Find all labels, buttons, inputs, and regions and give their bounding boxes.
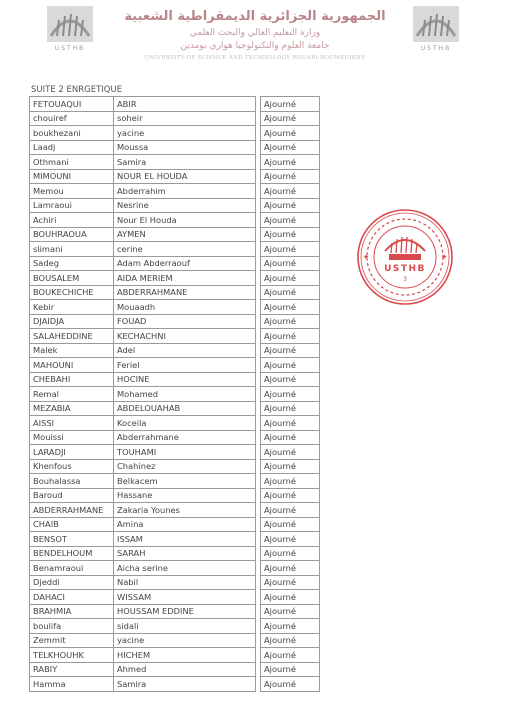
cell-first-name: Adel	[114, 343, 256, 358]
cell-last-name: AISSI	[30, 416, 114, 431]
cell-first-name: ABDELOUAHAB	[114, 401, 256, 416]
cell-last-name: BRAHMIA	[30, 604, 114, 619]
table-row	[30, 517, 320, 532]
cell-last-name: CHEBAHI	[30, 372, 114, 387]
table-row	[30, 155, 320, 170]
cell-status: Ajourné	[261, 387, 320, 402]
table-row	[30, 459, 320, 474]
table-row	[30, 271, 320, 286]
cell-status: Ajourné	[261, 401, 320, 416]
cell-last-name: Zemmit	[30, 633, 114, 648]
cell-last-name: chouiref	[30, 111, 114, 126]
cell-status: Ajourné	[261, 111, 320, 126]
cell-status: Ajourné	[261, 198, 320, 213]
header-republic: الجمهورية الجزائرية الديمقراطية الشعبية	[124, 9, 386, 24]
usthb-logo-right	[413, 6, 459, 52]
cell-status: Ajourné	[261, 575, 320, 590]
cell-first-name: Feriel	[114, 358, 256, 373]
cell-first-name: Zakaria Younes	[114, 503, 256, 518]
cell-first-name: Abderrahmane	[114, 430, 256, 445]
table-row	[30, 329, 320, 344]
cell-last-name: boulifa	[30, 619, 114, 634]
cell-last-name: Laadj	[30, 140, 114, 155]
table-row	[30, 561, 320, 576]
cell-status: Ajourné	[261, 358, 320, 373]
cell-first-name: Amina	[114, 517, 256, 532]
cell-first-name: TOUHAMI	[114, 445, 256, 460]
header-university-en: UNIVERSITY OF SCIENCE AND TECHNOLOGY HOUARI BOUMEDIENE	[144, 55, 366, 61]
table-row	[30, 213, 320, 228]
cell-last-name: MAHOUNI	[30, 358, 114, 373]
cell-first-name: yacine	[114, 126, 256, 141]
cell-status: Ajourné	[261, 445, 320, 460]
cell-status: Ajourné	[261, 300, 320, 315]
cell-first-name: HICHEM	[114, 648, 256, 663]
table-row	[30, 430, 320, 445]
cell-first-name: Aicha serine	[114, 561, 256, 576]
table-row	[30, 300, 320, 315]
cell-status: Ajourné	[261, 213, 320, 228]
cell-last-name: slimani	[30, 242, 114, 257]
cell-status: Ajourné	[261, 242, 320, 257]
table-row	[30, 97, 320, 112]
cell-last-name: Bouhalassa	[30, 474, 114, 489]
cell-status: Ajourné	[261, 517, 320, 532]
table-row	[30, 372, 320, 387]
table-row	[30, 126, 320, 141]
table-row	[30, 488, 320, 503]
cell-last-name: MEZABIA	[30, 401, 114, 416]
table-row	[30, 387, 320, 402]
cell-first-name: Koceila	[114, 416, 256, 431]
cell-last-name: MIMOUNI	[30, 169, 114, 184]
cell-last-name: Malek	[30, 343, 114, 358]
cell-first-name: AIDA MERIEM	[114, 271, 256, 286]
table-row	[30, 285, 320, 300]
cell-status: Ajourné	[261, 474, 320, 489]
cell-last-name: FETOUAQUI	[30, 97, 114, 112]
cell-last-name: BENSOT	[30, 532, 114, 547]
cell-status: Ajourné	[261, 590, 320, 605]
cell-last-name: Baroud	[30, 488, 114, 503]
stamp-text: USTHB	[384, 264, 426, 274]
table-row	[30, 633, 320, 648]
table-row	[30, 445, 320, 460]
cell-status: Ajourné	[261, 329, 320, 344]
cell-first-name: ABIR	[114, 97, 256, 112]
table-row	[30, 184, 320, 199]
table-row	[30, 169, 320, 184]
cell-status: Ajourné	[261, 140, 320, 155]
cell-status: Ajourné	[261, 97, 320, 112]
cell-first-name: Mohamed	[114, 387, 256, 402]
usthb-logo-left	[47, 6, 93, 52]
header-ministry: وزارة التعليم العالي والبحث العلمي	[189, 28, 321, 38]
stamp-star-icon: ★	[363, 253, 370, 261]
cell-last-name: Hamma	[30, 677, 114, 692]
cell-status: Ajourné	[261, 503, 320, 518]
cell-last-name: RABIY	[30, 662, 114, 677]
cell-status: Ajourné	[261, 604, 320, 619]
table-row	[30, 256, 320, 271]
cell-status: Ajourné	[261, 184, 320, 199]
cell-first-name: KECHACHNI	[114, 329, 256, 344]
cell-first-name: SARAH	[114, 546, 256, 561]
cell-status: Ajourné	[261, 271, 320, 286]
table-row	[30, 662, 320, 677]
cell-first-name: NOUR EL HOUDA	[114, 169, 256, 184]
cell-first-name: Adam Abderraouf	[114, 256, 256, 271]
table-row	[30, 619, 320, 634]
table-row	[30, 358, 320, 373]
cell-first-name: sidali	[114, 619, 256, 634]
cell-status: Ajourné	[261, 126, 320, 141]
cell-first-name: FOUAD	[114, 314, 256, 329]
table-row	[30, 575, 320, 590]
cell-first-name: soheir	[114, 111, 256, 126]
table-row	[30, 343, 320, 358]
cell-last-name: Sadeg	[30, 256, 114, 271]
stamp-star-icon: ★	[441, 253, 448, 261]
cell-last-name: BENDELHOUM	[30, 546, 114, 561]
cell-first-name: cerine	[114, 242, 256, 257]
cell-last-name: BOUSALEM	[30, 271, 114, 286]
results-table	[29, 96, 320, 692]
cell-status: Ajourné	[261, 561, 320, 576]
cell-status: Ajourné	[261, 546, 320, 561]
table-row	[30, 677, 320, 692]
table-row	[30, 604, 320, 619]
table-row	[30, 474, 320, 489]
cell-last-name: Khenfous	[30, 459, 114, 474]
cell-first-name: WISSAM	[114, 590, 256, 605]
cell-status: Ajourné	[261, 285, 320, 300]
cell-status: Ajourné	[261, 430, 320, 445]
cell-first-name: ABDERRAHMANE	[114, 285, 256, 300]
cell-first-name: yacine	[114, 633, 256, 648]
cell-first-name: AYMEN	[114, 227, 256, 242]
cell-status: Ajourné	[261, 633, 320, 648]
cell-last-name: Memou	[30, 184, 114, 199]
cell-last-name: TELKHOUHK	[30, 648, 114, 663]
cell-first-name: Mouaadh	[114, 300, 256, 315]
table-row	[30, 198, 320, 213]
results-table-body	[30, 97, 320, 692]
cell-first-name: Hassane	[114, 488, 256, 503]
table-row	[30, 242, 320, 257]
cell-last-name: BOUKECHICHE	[30, 285, 114, 300]
table-row	[30, 140, 320, 155]
cell-last-name: Lamraoui	[30, 198, 114, 213]
cell-first-name: Samira	[114, 155, 256, 170]
table-row	[30, 227, 320, 242]
cell-last-name: DJAIDJA	[30, 314, 114, 329]
cell-status: Ajourné	[261, 416, 320, 431]
cell-first-name: HOCINE	[114, 372, 256, 387]
cell-first-name: ISSAM	[114, 532, 256, 547]
cell-status: Ajourné	[261, 155, 320, 170]
table-row	[30, 111, 320, 126]
cell-status: Ajourné	[261, 662, 320, 677]
cell-last-name: LARADJI	[30, 445, 114, 460]
logo-text: USTHB	[420, 45, 452, 52]
cell-last-name: Mouissi	[30, 430, 114, 445]
table-row	[30, 416, 320, 431]
cell-first-name: Ahmed	[114, 662, 256, 677]
cell-last-name: Kebir	[30, 300, 114, 315]
cell-status: Ajourné	[261, 169, 320, 184]
cell-first-name: Abderrahim	[114, 184, 256, 199]
cell-last-name: SALAHEDDINE	[30, 329, 114, 344]
cell-first-name: Nabil	[114, 575, 256, 590]
cell-last-name: ABDERRAHMANE	[30, 503, 114, 518]
cell-status: Ajourné	[261, 343, 320, 358]
cell-first-name: Samira	[114, 677, 256, 692]
cell-first-name: Nesrine	[114, 198, 256, 213]
cell-first-name: Chahinez	[114, 459, 256, 474]
cell-first-name: Moussa	[114, 140, 256, 155]
cell-last-name: BOUHRAOUA	[30, 227, 114, 242]
cell-status: Ajourné	[261, 619, 320, 634]
cell-status: Ajourné	[261, 372, 320, 387]
cell-last-name: Othmani	[30, 155, 114, 170]
cell-status: Ajourné	[261, 648, 320, 663]
table-row	[30, 546, 320, 561]
cell-first-name: Belkacem	[114, 474, 256, 489]
cell-last-name: Benamraoui	[30, 561, 114, 576]
cell-first-name: Nour El Houda	[114, 213, 256, 228]
header-university-ar: جامعة العلوم والتكنولوجيا هواري بومدين	[180, 41, 330, 51]
cell-last-name: Djeddi	[30, 575, 114, 590]
cell-last-name: DAHACI	[30, 590, 114, 605]
table-row	[30, 503, 320, 518]
cell-status: Ajourné	[261, 532, 320, 547]
cell-status: Ajourné	[261, 256, 320, 271]
cell-last-name: Remal	[30, 387, 114, 402]
section-title: SUITE 2 ENRGETIQUE	[31, 85, 123, 95]
table-row	[30, 590, 320, 605]
table-row	[30, 648, 320, 663]
cell-last-name: boukhezani	[30, 126, 114, 141]
table-row	[30, 314, 320, 329]
cell-status: Ajourné	[261, 677, 320, 692]
cell-first-name: HOUSSAM EDDINE	[114, 604, 256, 619]
cell-last-name: CHAIB	[30, 517, 114, 532]
table-row	[30, 532, 320, 547]
table-row	[30, 401, 320, 416]
cell-status: Ajourné	[261, 227, 320, 242]
cell-status: Ajourné	[261, 488, 320, 503]
official-stamp	[355, 207, 455, 307]
cell-last-name: Achiri	[30, 213, 114, 228]
cell-status: Ajourné	[261, 314, 320, 329]
logo-text: USTHB	[54, 45, 86, 52]
cell-status: Ajourné	[261, 459, 320, 474]
stamp-number: 3	[403, 276, 407, 283]
